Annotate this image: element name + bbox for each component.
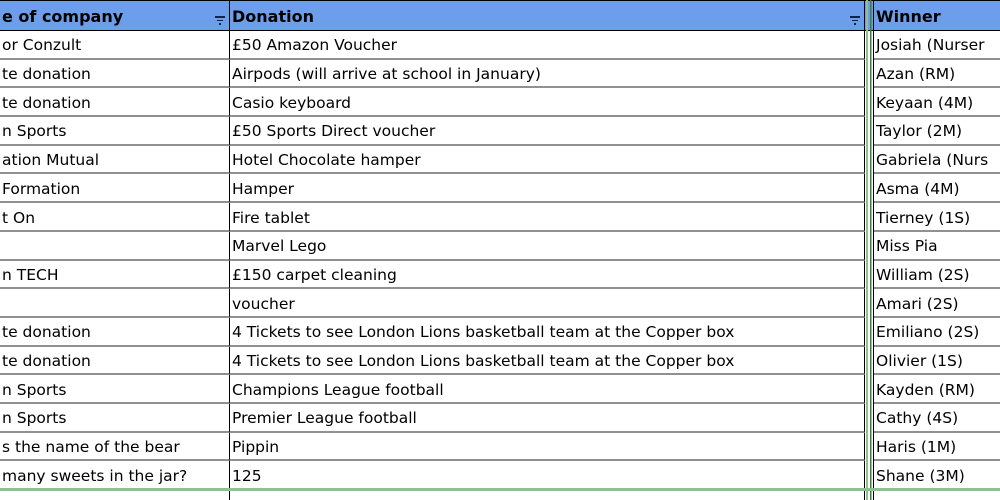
cell-text: many sweets in the jar? (2, 466, 188, 485)
cell-text: n Sports (2, 380, 67, 399)
hidden-column-gutter (865, 1, 874, 30)
cell-text: Miss Pia (876, 237, 938, 256)
hidden-column-gutter (865, 404, 874, 433)
cell-text: n Sports (2, 122, 67, 141)
hidden-column-gutter (865, 146, 874, 175)
cell-winner[interactable] (874, 404, 1000, 433)
cell-text: t On (2, 208, 36, 227)
cell-donation[interactable] (230, 88, 865, 117)
cell-text: Azan (RM) (876, 65, 956, 84)
table-row (0, 117, 1000, 146)
empty-cell[interactable] (874, 490, 1000, 500)
hidden-column-gutter (865, 60, 874, 89)
cell-winner[interactable] (874, 347, 1000, 376)
cell-text: Casio keyboard (232, 93, 352, 112)
cell-donation[interactable] (230, 318, 865, 347)
hidden-column-gutter (865, 203, 874, 232)
cell-donation[interactable] (230, 375, 865, 404)
autofilter-icon[interactable] (849, 16, 861, 25)
column-header-winner[interactable] (874, 1, 1000, 30)
cell-company[interactable] (0, 404, 230, 433)
filter-icon-bar (217, 20, 223, 22)
hidden-column-gutter (865, 318, 874, 347)
column-header-donation[interactable] (230, 1, 865, 30)
cell-text: Taylor (2M) (876, 122, 962, 141)
cell-winner[interactable] (874, 174, 1000, 203)
cell-winner[interactable] (874, 88, 1000, 117)
cell-text: n Sports (2, 409, 67, 428)
filter-icon-bar (850, 16, 860, 18)
column-header-donation-label: Donation (232, 7, 314, 27)
table-row (0, 261, 1000, 290)
cell-company[interactable] (0, 146, 230, 175)
cell-company[interactable] (0, 232, 230, 261)
cell-winner[interactable] (874, 31, 1000, 60)
column-header-company[interactable] (0, 1, 230, 30)
cell-text: William (2S) (876, 265, 970, 284)
cell-donation[interactable] (230, 404, 865, 433)
hidden-column-gutter (865, 261, 874, 290)
cell-winner[interactable] (874, 261, 1000, 290)
cell-company[interactable] (0, 289, 230, 318)
cell-company[interactable] (0, 375, 230, 404)
table-row (0, 318, 1000, 347)
cell-text: te donation (2, 323, 91, 342)
table-row (0, 146, 1000, 175)
cell-text: n TECH (2, 265, 59, 284)
cell-text: Shane (3M) (876, 466, 965, 485)
cell-text: Hotel Chocolate hamper (232, 151, 421, 170)
hidden-column-gutter (865, 289, 874, 318)
cell-text: Airpods (will arrive at school in January) (232, 65, 541, 84)
empty-cell[interactable] (0, 490, 230, 500)
cell-text: Fire tablet (232, 208, 310, 227)
hidden-column-gutter (865, 433, 874, 462)
cell-text: Hamper (232, 179, 294, 198)
filter-icon-bar (219, 23, 221, 25)
table-row (0, 232, 1000, 261)
cell-text: Josiah (Nurser (876, 36, 985, 55)
hidden-column-gutter (865, 490, 874, 500)
cell-company[interactable] (0, 60, 230, 89)
cell-text: £50 Amazon Voucher (232, 36, 398, 55)
cell-text: Emiliano (2S) (876, 323, 980, 342)
cell-winner[interactable] (874, 146, 1000, 175)
cell-donation[interactable] (230, 461, 865, 490)
column-header-company-label: e of company (2, 7, 124, 27)
cell-text: Premier League football (232, 409, 417, 428)
cell-company[interactable] (0, 117, 230, 146)
cell-winner[interactable] (874, 60, 1000, 89)
cell-text: Cathy (4S) (876, 409, 959, 428)
cell-text: £50 Sports Direct voucher (232, 122, 436, 141)
cell-donation[interactable] (230, 203, 865, 232)
cell-company[interactable] (0, 174, 230, 203)
cell-text: 4 Tickets to see London Lions basketball team at the Copper box (232, 351, 735, 370)
cell-text: Formation (2, 179, 81, 198)
column-header-winner-label: Winner (876, 7, 941, 27)
cell-company[interactable] (0, 347, 230, 376)
cell-donation[interactable] (230, 31, 865, 60)
cell-text: Keyaan (4M) (876, 93, 974, 112)
cell-text: 125 (232, 466, 262, 485)
table-row (0, 203, 1000, 232)
cell-winner[interactable] (874, 289, 1000, 318)
cell-text: s the name of the bear (2, 438, 180, 457)
cell-donation[interactable] (230, 433, 865, 462)
cell-text: voucher (232, 294, 295, 313)
hidden-column-gutter (865, 174, 874, 203)
table-row (0, 31, 1000, 60)
cell-company[interactable] (0, 88, 230, 117)
cell-winner[interactable] (874, 203, 1000, 232)
hidden-column-gutter (865, 117, 874, 146)
filter-icon-bar (215, 16, 225, 18)
cell-text: Kayden (RM) (876, 380, 975, 399)
cell-text: or Conzult (2, 36, 82, 55)
cell-text: te donation (2, 93, 91, 112)
table-row (0, 461, 1000, 490)
hidden-column-gutter (865, 375, 874, 404)
table-row (0, 60, 1000, 89)
table-row (0, 289, 1000, 318)
cell-text: ation Mutual (2, 151, 100, 170)
cell-donation[interactable] (230, 347, 865, 376)
filter-icon-bar (854, 23, 856, 25)
hidden-column-gutter (865, 461, 874, 490)
cell-text: Tierney (1S) (876, 208, 971, 227)
cell-text: Pippin (232, 438, 280, 457)
cell-winner[interactable] (874, 232, 1000, 261)
cell-winner[interactable] (874, 461, 1000, 490)
cell-text: Marvel Lego (232, 237, 327, 256)
table-row (0, 347, 1000, 376)
autofilter-icon[interactable] (214, 16, 226, 25)
cell-donation[interactable] (230, 174, 865, 203)
table-row (0, 88, 1000, 117)
cell-donation[interactable] (230, 232, 865, 261)
table-row (0, 174, 1000, 203)
table-row (0, 375, 1000, 404)
cell-winner[interactable] (874, 433, 1000, 462)
header-row (0, 0, 1000, 31)
cell-donation[interactable] (230, 146, 865, 175)
cell-winner[interactable] (874, 318, 1000, 347)
table-row (0, 404, 1000, 433)
cell-text: Asma (4M) (876, 179, 960, 198)
filter-icon-bar (852, 20, 858, 22)
cell-donation[interactable] (230, 117, 865, 146)
cell-text: £150 carpet cleaning (232, 265, 397, 284)
cell-donation[interactable] (230, 60, 865, 89)
cell-winner[interactable] (874, 375, 1000, 404)
partial-empty-row (0, 490, 1000, 500)
cell-text: te donation (2, 65, 91, 84)
cell-company[interactable] (0, 31, 230, 60)
cell-company[interactable] (0, 203, 230, 232)
cell-donation[interactable] (230, 261, 865, 290)
cell-text: 4 Tickets to see London Lions basketball team at the Copper box (232, 323, 735, 342)
hidden-column-gutter (865, 347, 874, 376)
cell-company[interactable] (0, 261, 230, 290)
table-row (0, 433, 1000, 462)
cell-text: te donation (2, 351, 91, 370)
cell-text: Gabriela (Nurs (876, 151, 989, 170)
cell-company[interactable] (0, 433, 230, 462)
cell-company[interactable] (0, 461, 230, 490)
hidden-column-gutter (865, 88, 874, 117)
empty-cell[interactable] (230, 490, 865, 500)
cell-donation[interactable] (230, 289, 865, 318)
cell-text: Olivier (1S) (876, 351, 963, 370)
hidden-column-gutter (865, 31, 874, 60)
cell-winner[interactable] (874, 117, 1000, 146)
cell-company[interactable] (0, 318, 230, 347)
cell-text: Champions League football (232, 380, 444, 399)
cell-text: Haris (1M) (876, 438, 957, 457)
cell-text: Amari (2S) (876, 294, 959, 313)
hidden-column-gutter (865, 232, 874, 261)
